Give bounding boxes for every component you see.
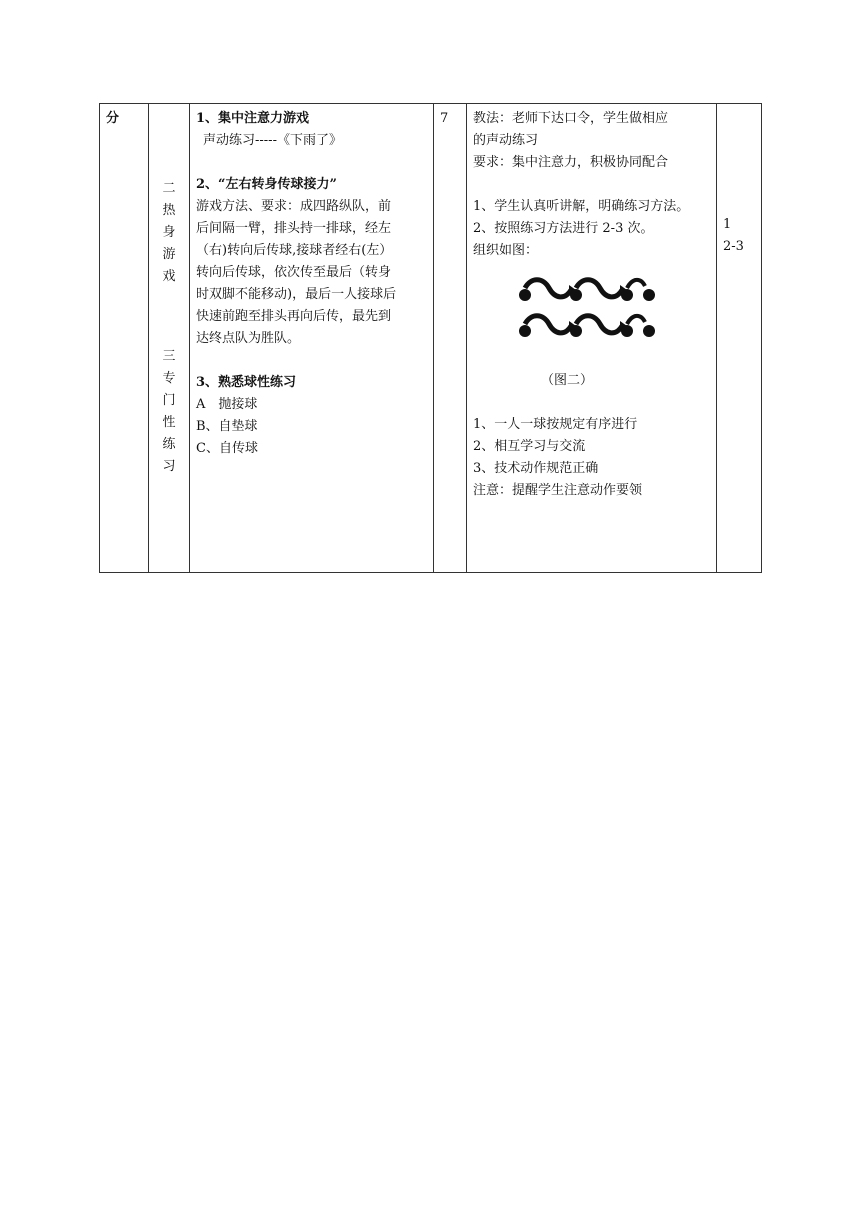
player-icon (643, 289, 655, 301)
method-note: 2、相互学习与交流 (473, 439, 586, 454)
item1-title: 1、集中注意力游戏 (196, 111, 310, 126)
lesson-plan-table (99, 103, 762, 573)
player-icon (621, 289, 633, 301)
section-char: 热 (162, 203, 176, 218)
item2-line: 后间隔一臂，排头持一排球，经左 (196, 221, 392, 236)
item2-line: 转向后传球，依次传至最后（转身 (196, 265, 392, 280)
method-step: 1、学生认真听讲解，明确练习方法。 (473, 199, 690, 214)
section-char: 习 (162, 459, 176, 474)
item2-line: 时双脚不能移动)，最后一人接球后 (196, 287, 397, 302)
section-char: 二 (162, 181, 176, 196)
method-line: 教法：老师下达口令，学生做相应 (473, 111, 669, 126)
item2-line: 达终点队为胜队。 (196, 331, 301, 346)
formation-diagram-svg (473, 276, 711, 362)
method-note: 注意：提醒学生注意动作要领 (473, 483, 643, 498)
section-char: 身 (162, 225, 176, 240)
player-icon (570, 325, 582, 337)
pass-arrow-icon (525, 316, 571, 333)
item2-line: 快速前跑至排头再向后传，最先到 (196, 309, 392, 324)
pass-arrow-icon (576, 280, 622, 297)
pass-arrow-icon (627, 280, 645, 288)
item2-line: 游戏方法、要求：成四路纵队，前 (196, 199, 392, 214)
item3-title: 3、熟悉球性练习 (196, 375, 297, 390)
item2-line: （右)转向后传球,接球者经右(左） (196, 243, 393, 258)
period-cell: 分 (100, 104, 149, 573)
pass-arrow-icon (525, 280, 571, 297)
formation-row-1 (519, 280, 655, 301)
player-icon (643, 325, 655, 337)
section-char: 游 (162, 247, 176, 262)
player-icon (621, 325, 633, 337)
section-char: 专 (162, 371, 176, 386)
item3-line: B、自垫球 (196, 419, 258, 434)
pass-arrow-icon (576, 316, 622, 333)
method-step: 组织如图： (473, 243, 539, 258)
reps-value: 1 (723, 217, 732, 232)
formation-diagram (473, 276, 710, 370)
method-line: 的声动练习 (473, 133, 539, 148)
method-note: 1、一人一球按规定有序进行 (473, 417, 638, 432)
section-char: 戏 (162, 269, 176, 284)
pass-arrow-icon (627, 316, 645, 324)
player-icon (519, 289, 531, 301)
item1-sub: 声动练习-----《下雨了》 (203, 133, 342, 148)
section-char: 性 (162, 415, 176, 430)
formation-row-2 (519, 316, 655, 337)
section-char: 门 (162, 393, 176, 408)
item3-line: A 抛接球 (196, 397, 258, 412)
content-cell (190, 104, 434, 573)
time-cell: 7 (434, 104, 467, 573)
item3-line: C、自传球 (196, 441, 258, 456)
reps-cell (717, 104, 762, 573)
player-icon (570, 289, 582, 301)
item2-title: 2、“左右转身传球接力” (196, 177, 338, 192)
player-icon (519, 325, 531, 337)
figure-caption: （图二） (541, 373, 594, 388)
section-char: 练 (162, 437, 176, 452)
reps-value: 2-3 (723, 239, 744, 254)
method-cell (467, 104, 717, 573)
method-step: 2、按照练习方法进行 2-3 次。 (473, 221, 654, 236)
method-note: 3、技术动作规范正确 (473, 461, 599, 476)
section-char: 三 (162, 349, 176, 364)
section-cell (149, 104, 190, 573)
method-line: 要求：集中注意力，积极协同配合 (473, 155, 669, 170)
